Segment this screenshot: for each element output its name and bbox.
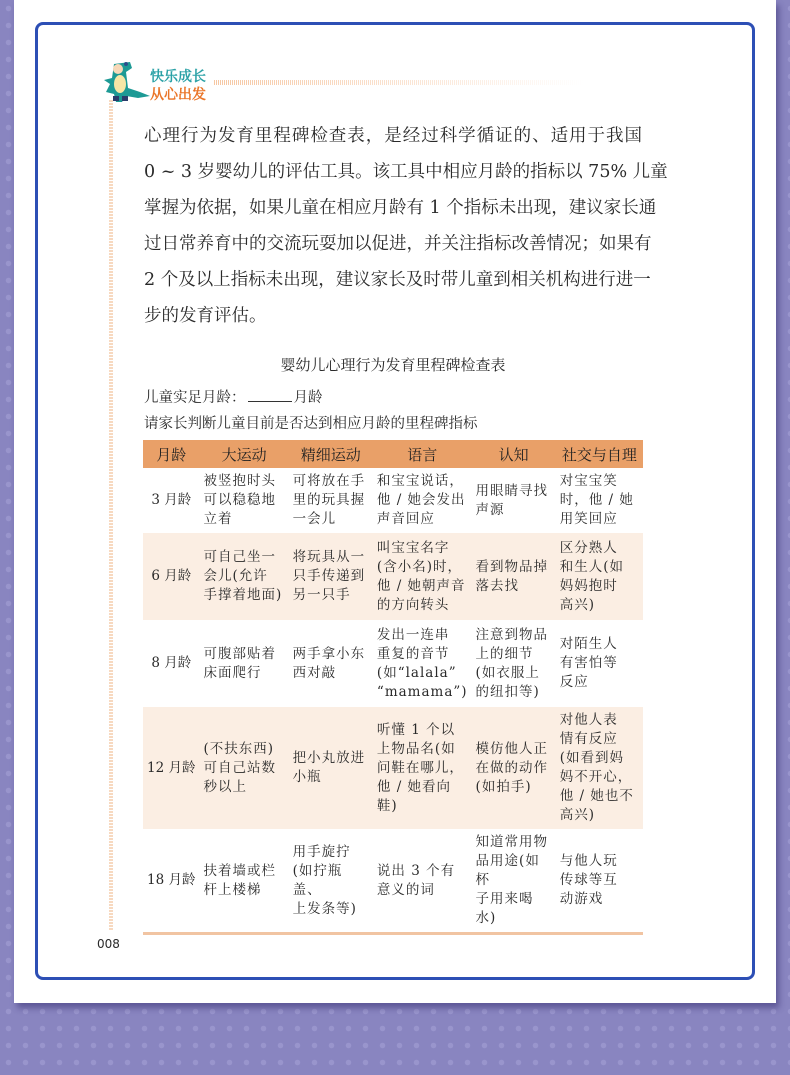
table-cell: 发出一连串 重复的音节 (如“lalala” “mamama”) — [376, 626, 468, 700]
table-row — [143, 620, 643, 707]
table-cell: 用手旋拧 (如拧瓶盖、 上发条等) — [289, 829, 373, 934]
header-cognition: 认知 — [472, 440, 556, 468]
table-row — [143, 468, 643, 533]
table-cell: 模仿他人正 在做的动作 (如拍手) — [472, 707, 556, 829]
paragraph-line: 步的发育评估。 — [144, 306, 267, 326]
age-label: 儿童实足月龄： — [144, 390, 246, 406]
table-cell: 和宝宝说话， 他 / 她会发出 声音回应 — [376, 473, 466, 527]
header-language: 语言 — [373, 440, 472, 468]
table-cell: 将玩具从一 只手传递到 另一只手 — [289, 533, 373, 620]
table-cell: 区分熟人 和生人(如 妈妈抱时 高兴) — [556, 533, 643, 620]
table-cell: 可自己坐一 会儿(允许 手撑着地面) — [200, 533, 289, 620]
header-gross-motor: 大运动 — [200, 440, 289, 468]
table-cell: 对他人表 情有反应 (如看到妈 妈不开心， 他 / 她也不 高兴) — [556, 707, 643, 829]
table-row — [143, 707, 643, 829]
table-cell: (不扶东西) 可自己站数 秒以上 — [200, 707, 289, 829]
table-cell: 叫宝宝名字 (含小名)时， 他 / 她朝声音 的方向转头 — [373, 533, 472, 620]
paragraph-line: 过日常养育中的交流玩耍加以促进，并关注指标改善情况；如果有 — [144, 234, 652, 254]
header-decoration-line — [214, 80, 584, 85]
page-number: 008 — [97, 937, 120, 951]
row-age-cell: 12 月龄 — [143, 707, 200, 829]
table-row — [143, 829, 643, 934]
paragraph-line: 掌握为依据，如果儿童在相应月龄有 1 个指标未出现，建议家长通 — [144, 198, 657, 218]
dinosaur-mascot-icon — [100, 58, 150, 102]
table-header-row — [143, 440, 643, 468]
paragraph-line: 心理行为发育里程碑检查表，是经过科学循证的、适用于我国 — [144, 126, 642, 146]
brand-slogan-line2: 从心出发 — [150, 87, 206, 103]
table-row — [143, 533, 643, 620]
table-cell: 可腹部贴着 床面爬行 — [203, 645, 277, 681]
table-cell: 知道常用物 品用途(如杯 子用来喝水) — [472, 829, 556, 934]
table-cell: 两手拿小东 西对敲 — [292, 645, 366, 681]
table-cell: 用眼睛寻找 声源 — [475, 482, 549, 518]
row-age-cell: 18 月龄 — [143, 829, 200, 934]
row-age-cell: 3 月龄 — [151, 492, 192, 508]
table-cell: 把小丸放进 小瓶 — [289, 707, 373, 829]
table-cell: 听懂 1 个以 上物品名(如 问鞋在哪儿， 他 / 她看向鞋) — [373, 707, 472, 829]
paragraph-line: 2 个及以上指标未出现，建议家长及时带儿童到相关机构进行进一 — [144, 270, 651, 290]
body-paragraph — [144, 118, 668, 334]
table-instruction: 请家长判断儿童目前是否达到相应月龄的里程碑指标 — [144, 416, 478, 432]
table-cell: 注意到物品 上的细节 (如衣服上 的纽扣等) — [475, 626, 549, 700]
table-cell: 对宝宝笑 时，他 / 她 用笑回应 — [559, 473, 634, 527]
header-age: 月龄 — [143, 440, 200, 468]
brand-slogan-line1: 快乐成长 — [150, 69, 206, 85]
table-cell: 扶着墙或栏 杆上楼梯 — [200, 829, 289, 934]
paragraph-line: 0 ~ 3 岁婴幼儿的评估工具。该工具中相应月龄的指标以 75% 儿童 — [144, 162, 668, 182]
table-cell: 与他人玩 传球等互 动游戏 — [556, 829, 643, 934]
age-unit: 月龄 — [293, 390, 323, 406]
table-cell: 被竖抱时头 可以稳稳地 立着 — [203, 473, 277, 527]
header-social: 社交与自理 — [556, 440, 643, 468]
table-cell: 说出 3 个有 意义的词 — [373, 829, 472, 934]
header-fine-motor: 精细运动 — [289, 440, 373, 468]
table-title: 婴幼儿心理行为发育里程碑检查表 — [280, 356, 506, 374]
age-field — [144, 386, 323, 407]
margin-decoration-line — [109, 100, 113, 930]
table-cell: 对陌生人 有害怕等 反应 — [559, 636, 618, 690]
table-cell: 看到物品掉 落去找 — [472, 533, 556, 620]
row-age-cell: 6 月龄 — [143, 533, 200, 620]
row-age-cell: 8 月龄 — [151, 655, 192, 671]
table-cell: 可将放在手 里的玩具握 一会儿 — [292, 473, 366, 527]
age-blank — [248, 401, 292, 402]
milestone-table — [143, 440, 643, 935]
